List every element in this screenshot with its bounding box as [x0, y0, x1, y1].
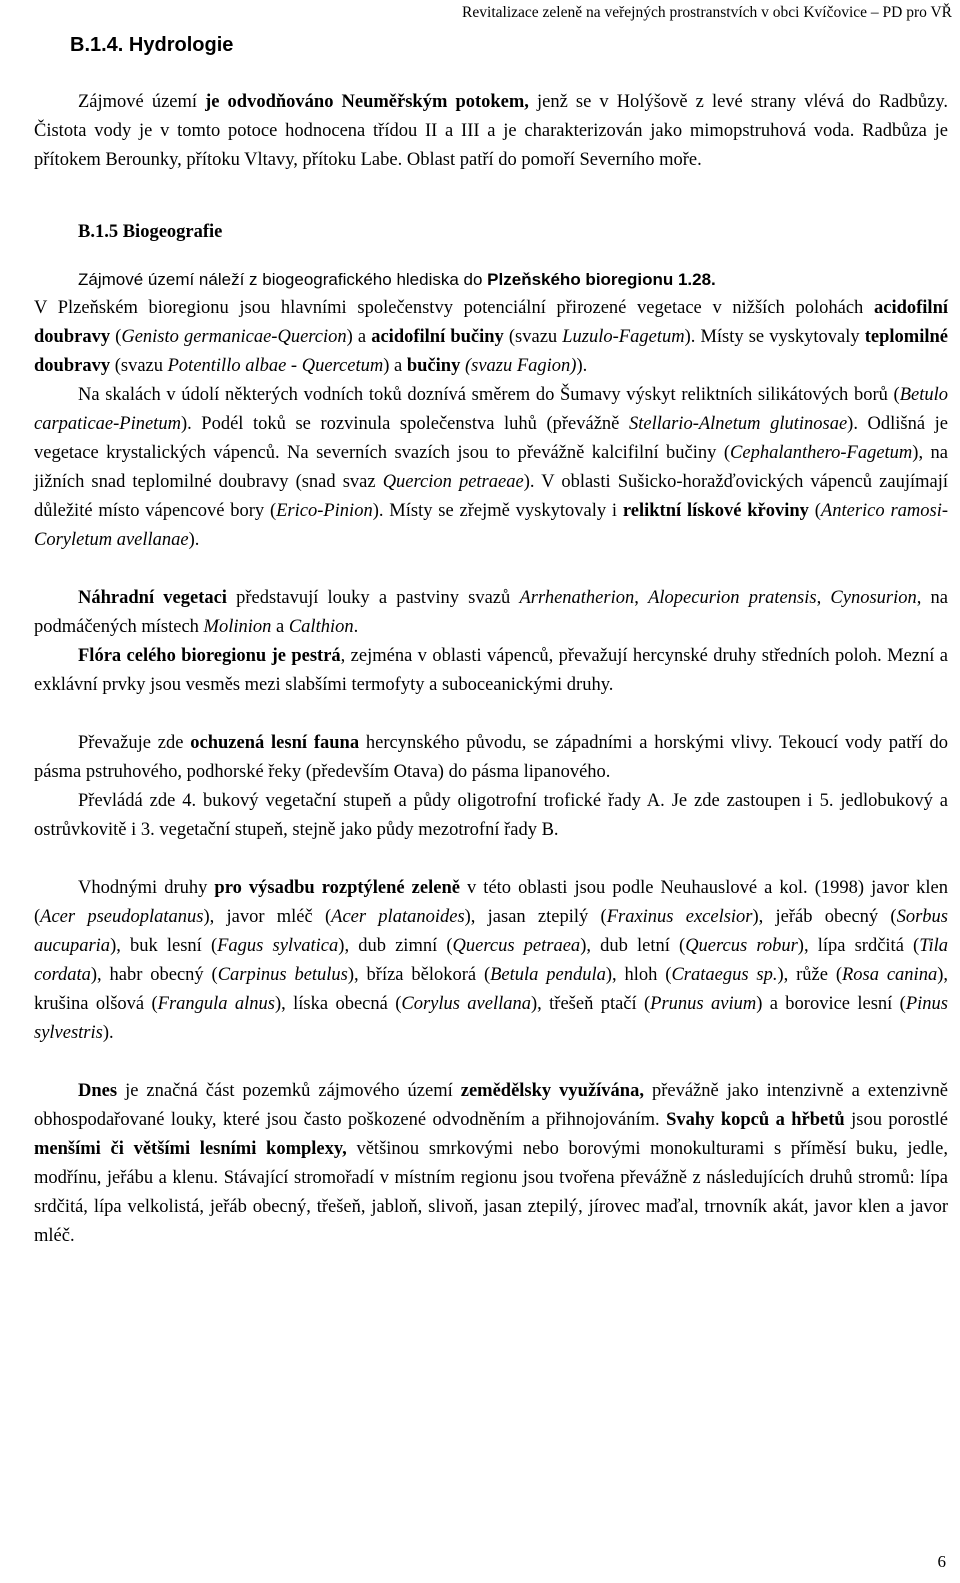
document-body — [34, 88, 948, 1251]
paragraph-bioregion: Zájmové území náleží z biogeografického hlediska do Plzeňského bioregionu 1.28. — [78, 270, 716, 289]
running-header: Revitalizace zeleně na veřejných prostranstvích v obci Kvíčovice – PD pro VŘ — [462, 4, 952, 21]
paragraph-hydrology: Zájmové území je odvodňováno Neuměřským potokem, jenž se v Holýšově z levé strany vlévá do Radbůzy. Čistota vody je v tomto potoce hodnocena třídou II a III a je charakterizován jako mimopstruhová voda. Radbůza je přítokem Berounky, přítoku Vltavy, přítoku Labe. Oblast patří do pomoří Severního moře. — [34, 92, 949, 170]
paragraph-vegetation-zones: Převládá zde 4. bukový vegetační stupeň a půdy oligotrofní trofické řady A. Je zde zastoupen i 5. jedlobukový a ostrůvkovitě i 3. vegetační stupeň, stejně jako půdy mezotrofní řady B. — [34, 791, 948, 840]
page-number: 6 — [937, 1552, 946, 1571]
paragraph-relict-vegetation: Na skalách v údolí některých vodních toků doznívá směrem do Šumavy výskyt reliktních silikátových borů (Betulo carpaticae-Pinetum). Podél toků se rozvinula společenstva luhů (převážně Stellario-Alnetum glutinosae). Odlišná je vegetace krystalických vápenců. Na severních svazích jsou to převážně kalcifilní bučiny (Cephalanthero-Fagetum), na jižních snad teplomilné doubravy (snad svaz Quercion petraeae). V oblasti Sušicko-horažďovických vápenců zaujímají důležité místo vápencové bory (Erico-Pinion). Místy se zřejmě vyskytovaly i reliktní lískové křoviny (Anterico ramosi-Coryletum avellanae). — [34, 385, 949, 550]
paragraph-substitute-vegetation: Náhradní vegetaci představují louky a pastviny svazů Arrhenatherion, Alopecurion pratensis, Cynosurion, na podmáčených místech Molinion a Calthion. — [34, 588, 949, 637]
paragraph-potential-vegetation: V Plzeňském bioregionu jsou hlavními společenstvy potenciální přirozené vegetace v nižších polohách acidofilní doubravy (Genisto germanicae-Quercion) a acidofilní bučiny (svazu Luzulo-Fagetum). Místy se vyskytovaly teplomilné doubravy (svazu Potentillo albae - Quercetum) a bučiny (svazu Fagion)). — [34, 298, 948, 376]
paragraph-flora: Flóra celého bioregionu je pestrá, zejména v oblasti vápenců, převažují hercynské druhy středních poloh. Mezní a exklávní prvky jsou vesměs mezi slabšími termofyty a suboceanickými druhy. — [34, 646, 948, 695]
paragraph-land-use: Dnes je značná část pozemků zájmového území zemědělsky využívána, převážně jako intenzivně a extenzivně obhospodařované louky, které jsou často poškozené odvodněním a přihnojováním. Svahy kopců a hřbetů jsou porostlé menšími či většími lesními komplexy, většinou smrkovými nebo borovými monokulturami s příměsí buku, jedle, modřínu, jeřábu a klenu. Stávající stromořadí v místním regionu jsou tvořena převážně z následujících druhů stromů: lípa srdčitá, lípa velkolistá, jeřáb obecný, třešeň, jabloň, slivoň, jasan ztepilý, jírovec maďal, trnovník akát, javor klen a javor mléč. — [34, 1081, 949, 1246]
paragraph-fauna: Převažuje zde ochuzená lesní fauna hercynského původu, se západními a horskými vlivy. Tekoucí vody patří do pásma pstruhového, podhorské řeky (především Otava) do pásma lipanového. — [34, 733, 949, 782]
section-title-hydrology: B.1.4. Hydrologie — [70, 34, 234, 56]
section-title-biogeography: B.1.5 Biogeografie — [78, 222, 223, 242]
paragraph-recommended-species: Vhodnými druhy pro výsadbu rozptýlené zeleně v této oblasti jsou podle Neuhauslové a kol. (1998) javor klen (Acer pseudoplatanus), javor mléč (Acer platanoides), jasan ztepilý (Fraxinus excelsior), jeřáb obecný (Sorbus aucuparia), buk lesní (Fagus sylvatica), dub zimní (Quercus petraea), dub letní (Quercus robur), lípa srdčitá (Tila cordata), habr obecný (Carpinus betulus), bříza bělokorá (Betula pendula), hloh (Crataegus sp.), růže (Rosa canina), krušina olšová (Frangula alnus), líska obecná (Corylus avellana), třešeň ptačí (Prunus avium) a borovice lesní (Pinus sylvestris). — [34, 878, 949, 1043]
